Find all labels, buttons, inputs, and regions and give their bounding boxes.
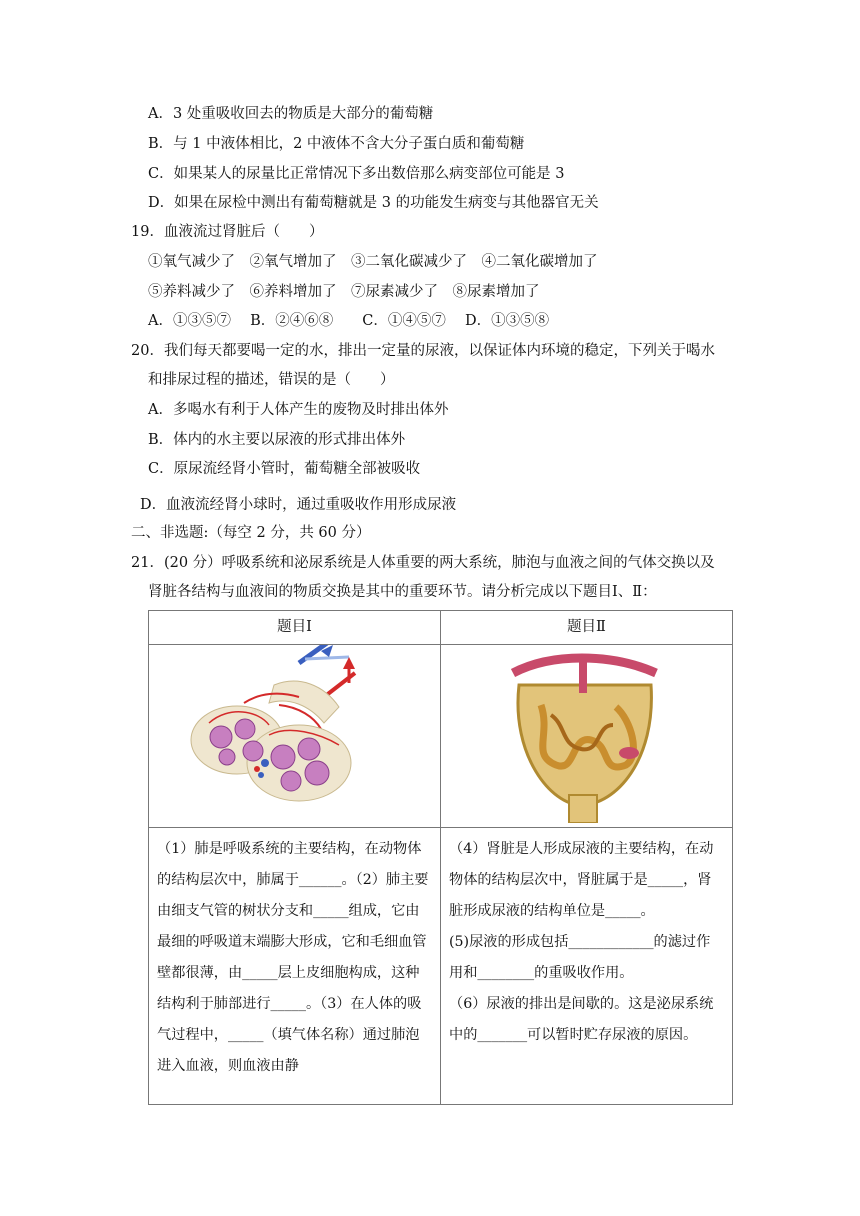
nephron-image-cell (441, 645, 733, 828)
q20-option-a: A．多喝水有利于人体产生的废物及时排出体外 (148, 402, 449, 418)
q19-choices-row2: ⑤养料减少了 ⑥养料增加了 ⑦尿素减少了 ⑧尿素增加了 (148, 284, 540, 300)
q20-option-b: B．体内的水主要以尿液的形式排出体外 (148, 432, 406, 448)
questions-1-3-text: （1）肺是呼吸系统的主要结构，在动物体的结构层次中，肺属于______。（2）肺主要由细支气管的树状分支和_____组成，它由最细的呼吸道末端膨大形成，它和毛细血管壁都很薄，由_____层上皮细胞构成，这种结构利于肺部进行_____。（3）在人体的吸气过程中，_____（填气体名称）通过肺泡进入血液，则血液由静 (157, 841, 429, 1074)
q18-option-b: B．与 1 中液体相比，2 中液体不含大分子蛋白质和葡萄糖 (148, 136, 525, 152)
q20-option-d: D．血液流经肾小球时，通过重吸收作用形成尿液 (140, 497, 457, 513)
question-table (148, 610, 733, 1105)
table-header-2: 题目Ⅱ (441, 611, 733, 645)
q20-stem-line2: 和排尿过程的描述，错误的是（ ） (148, 372, 395, 388)
alveoli-image-cell (149, 645, 441, 828)
alveoli-illustration (149, 645, 441, 823)
q20-stem-line1: 20．我们每天都要喝一定的水，排出一定量的尿液，以保证体内环境的稳定，下列关于喝水 (131, 343, 715, 359)
question-4-text: （4）肾脏是人形成尿液的主要结构，在动物体的结构层次中，肾脏属于是_____，肾脏形成尿液的结构单位是_____。 (449, 841, 714, 919)
nephron-illustration (441, 645, 733, 823)
question-5-text: (5)尿液的形成包括____________的滤过作用和________的重吸收作用。 (449, 934, 711, 981)
question-1-text-cell (149, 828, 441, 1105)
q21-stem-line2: 肾脏各结构与血液间的物质交换是其中的重要环节。请分析完成以下题目Ⅰ、Ⅱ： (148, 584, 657, 600)
q20-option-c: C．原尿流经肾小管时，葡萄糖全部被吸收 (148, 461, 421, 477)
q21-stem-line1: 21．(20 分）呼吸系统和泌尿系统是人体重要的两大系统，肺泡与血液之间的气体交换以及 (131, 555, 715, 571)
question-6-text: （6）尿液的排出是间歇的。这是泌尿系统中的_______可以暂时贮存尿液的原因。 (449, 996, 714, 1043)
section-2-heading: 二、非选题:（每空 2 分，共 60 分） (131, 525, 371, 541)
q19-options: A．①③⑤⑦ B．②④⑥⑧ C．①④⑤⑦ D．①③⑤⑧ (148, 313, 550, 329)
q18-option-c: C．如果某人的尿量比正常情况下多出数倍那么病变部位可能是 3 (148, 166, 565, 182)
q19-stem: 19．血液流过肾脏后（ ） (131, 224, 324, 240)
q19-choices-row1: ①氧气减少了 ②氧气增加了 ③二氧化碳减少了 ④二氧化碳增加了 (148, 254, 598, 270)
q18-option-d: D．如果在尿检中测出有葡萄糖就是 3 的功能发生病变与其他器官无关 (148, 195, 599, 211)
table-header-1: 题目Ⅰ (149, 611, 441, 645)
question-2-text-cell (441, 828, 733, 1105)
q18-option-a: A．3 处重吸收回去的物质是大部分的葡萄糖 (148, 106, 434, 122)
